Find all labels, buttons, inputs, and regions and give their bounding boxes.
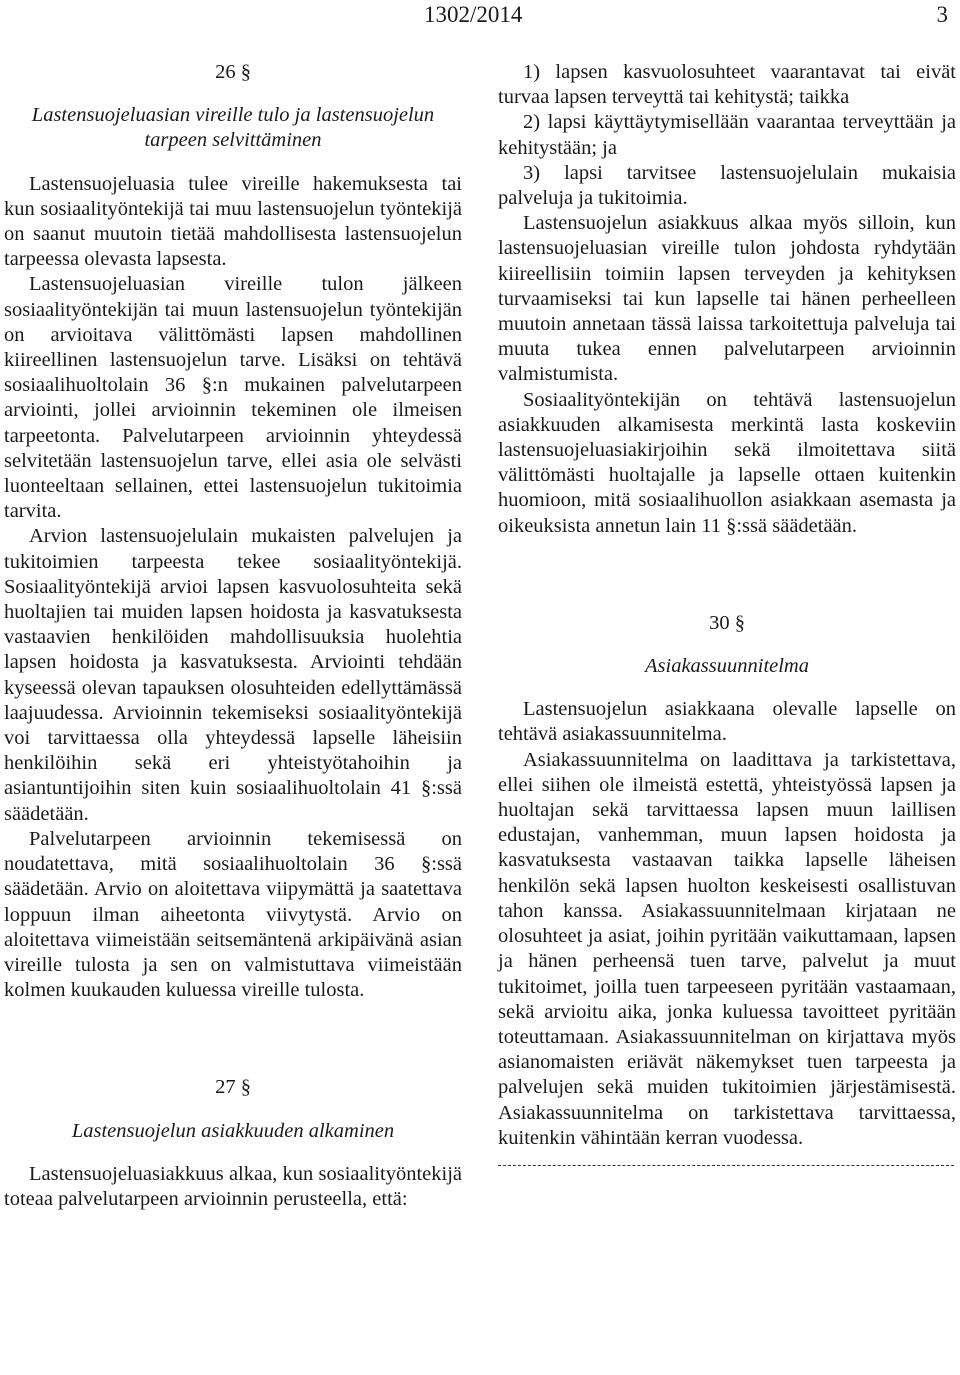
section-30-paragraph-2: Asiakassuunnitelma on laadittava ja tarkistettava, ellei siihen ole ilmeistä estettä, yhteistyössä lapsen ja huoltajan sekä tarvittaessa lapsen muun laillisen edustajan, vanhemman, muun lapsen hoidosta ja kasvatuksesta vastaavan taikka lapselle läheisen henkilön sekä lapsen huolton keskeisesti osallistuvan tahon kanssa. Asiakassuunnitelmaan kirjataan ne olosuhteet ja asiat, joihin pyritään vaikuttamaan, lapsen ja hänen perheensä tuen tarve, palvelut ja muut tukitoimet, joilla tuen tarpeeseen pyritään vastaamaan, sekä arvioitu aika, jonka kuluessa tavoitteet pyritään toteuttamaan. Asiakassuunnitelman on kirjattava myös asianomaisten eriävät näkemykset tuen tarpeesta ja palvelujen sekä muiden tukitoimien järjestämisestä. Asiakassuunnitelma on tarkistettava tarvittaessa, kuitenkin vähintään kerran vuodessa. <box>498 748 956 1149</box>
section-27-number: 27 § <box>215 1076 251 1099</box>
section-30-number: 30 § <box>709 611 745 634</box>
document-number: 1302/2014 <box>424 2 523 27</box>
list-item-2: 2) lapsi käyttäytymisellään vaarantaa terveyttään ja kehitystään; ja <box>498 111 956 159</box>
section-26-paragraph-2: Lastensuojeluasian vireille tulon jälkeen sosiaalityöntekijän tai muun lastensuojelun työntekijän on arvioitava välittömästi lapsen mahdollinen kiireellinen lastensuojelun tarve. Lisäksi on tehtävä sosiaalihuoltolain 36 §:n mukainen palvelutarpeen arviointi, jollei arvioinnin tekeminen ole ilmeisen tarpeetonta. Palvelutarpeen arvioinnin yhteydessä selvitetään lastensuojelun tarve, ellei asia ole selvästi luonteeltaan sellainen, ettei lastensuojelun tukitoimia tarvita. <box>4 273 462 523</box>
section-27-title: Lastensuojelun asiakkuuden alkaminen <box>71 1119 395 1142</box>
left-column <box>4 60 462 1212</box>
section-27-paragraph-2: Lastensuojelun asiakkuus alkaa myös silloin, kun lastensuojeluasian vireille tulon johdosta ryhdytään kiireellisiin toimiin lapsen terveyden ja kehityksen turvaamiseksi tai kun lapselle tai hänen perheelleen muutoin annetaan tässä laissa tarkoitettuja palveluja tai muuta tukea ennen palvelutarpeen arvioinnin valmistumista. <box>498 212 956 386</box>
section-27-paragraph-3: Sosiaalityöntekijän on tehtävä lastensuojelun asiakkuuden alkamisesta merkintä lasta koskeviin lastensuojeluasiakirjoihin sekä ilmoitettava siitä välittömästi huoltajalle ja lapselle ottaen kuitenkin huomioon, mitä sosiaalihuollon asiakkaan asemasta ja oikeuksista annetun lain 11 §:ssä säädetään. <box>498 388 956 537</box>
section-30-paragraph-1: Lastensuojelun asiakkaana olevalle lapselle on tehtävä asiakassuunnitelma. <box>498 698 956 746</box>
page-number: 3 <box>936 2 948 27</box>
end-of-text-rule <box>498 1165 954 1166</box>
section-27-paragraph-1: Lastensuojeluasiakkuus alkaa, kun sosiaalityöntekijä toteaa palvelutarpeen arvioinnin perusteella, että: <box>4 1162 462 1210</box>
list-item-1: 1) lapsen kasvuolosuhteet vaarantavat tai eivät turvaa lapsen terveyttä tai kehitystä; taikka <box>498 61 956 109</box>
page-header <box>0 0 960 32</box>
section-26-paragraph-4: Palvelutarpeen arvioinnin tekemisessä on noudatettava, mitä sosiaalihuoltolain 36 §:ssä säädetään. Arvio on aloitettava viipymättä ja saatettava loppuun ilman aiheetonta viivytystä. Arvio on aloitettava viimeistään seitsemäntenä arkipäivänä asian vireille tulosta ja sen on valmistuttava viimeistään kolmen kuukauden kuluessa vireille tulosta. <box>4 827 462 1002</box>
section-26-number: 26 § <box>215 61 251 83</box>
section-26-paragraph-1: Lastensuojeluasia tulee vireille hakemuksesta tai kun sosiaalityöntekijä tai muu lastensuojelun työntekijä on saanut muutoin tietää mahdollisesta lastensuojelun tarpeessa olevasta lapsesta. <box>4 172 462 271</box>
list-item-3: 3) lapsi tarvitsee lastensuojelulain mukaisia palveluja ja tukitoimia. <box>498 161 956 210</box>
right-column <box>498 60 956 1166</box>
section-30-title: Asiakassuunnitelma <box>645 655 809 678</box>
section-26-paragraph-3: Arvion lastensuojelulain mukaisten palvelujen ja tukitoimien tarpeesta tekee sosiaalityöntekijä. Sosiaalityöntekijä arvioi lapsen kasvuolosuhteita sekä huoltajien tai muiden lapsen hoidosta ja kasvatuksesta vastaavien henkilöiden mahdollisuuksia huolehtia lapsen hoidosta ja kasvatuksesta. Arviointi tehdään kyseessä olevan tapauksen olosuhteiden edellyttämässä laajuudessa. Arvioinnin tekemiseksi sosiaalityöntekijä voi tarvittaessa olla yhteydessä lapselle läheisiin henkilöihin sekä eri yhteistyötahoihin ja asiantuntijoihin siten kuin sosiaalihuoltolain 41 §:ssä säädetään. <box>4 525 462 825</box>
section-26-title: Lastensuojeluasian vireille tulo ja lastensuojelun tarpeen selvittäminen <box>31 104 435 152</box>
